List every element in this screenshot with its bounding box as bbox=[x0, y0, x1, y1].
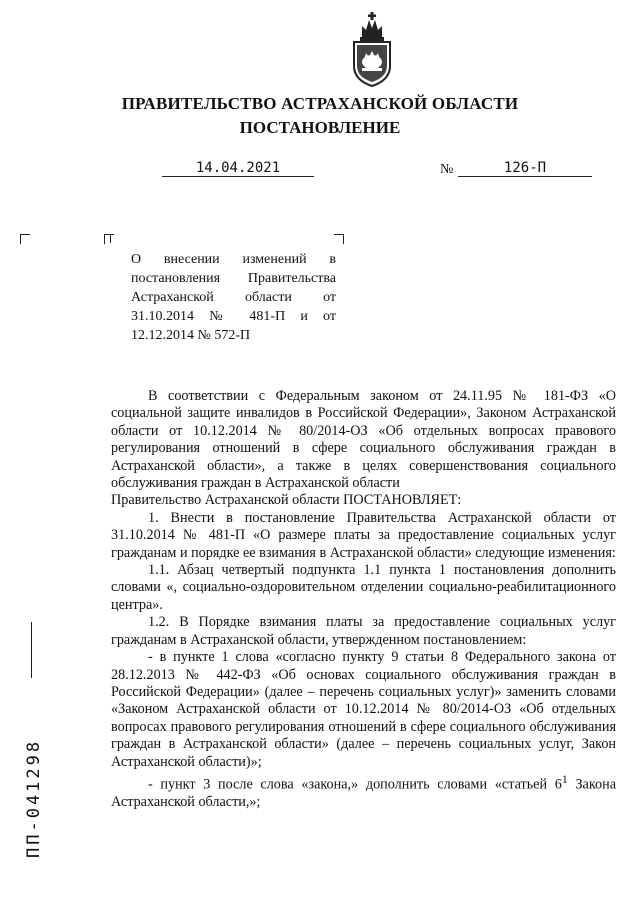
number-sign: № bbox=[440, 162, 454, 177]
corner-mark bbox=[104, 234, 114, 244]
corner-mark bbox=[334, 234, 344, 244]
resolves-paragraph: Правительство Астраханской области ПОСТАНОВЛЯЕТ: bbox=[111, 492, 462, 509]
bullet-text: Закона Астраханской области,»; bbox=[111, 776, 617, 811]
bullet-text: - пункт 3 после слова «закона,» дополнить словами «статьей 6 bbox=[148, 776, 562, 793]
item-1-paragraph: 1. Внести в постановление Правительства Астраханской области от 31.10.2014 № 481-П «О размере платы за предоставление социальных услуг гражданам и порядке ее взимания в Астраханской области» следующие изменения: bbox=[111, 509, 616, 561]
government-title: ПРАВИТЕЛЬСТВО АСТРАХАНСКОЙ ОБЛАСТИ bbox=[121, 94, 519, 113]
document-date: 14.04.2021 bbox=[162, 160, 314, 177]
coat-of-arms-icon bbox=[348, 8, 396, 88]
document-body bbox=[111, 388, 616, 811]
document-subject: О внесении изменений в постановления Правительства Астраханской области от 31.10.2014 № 481-П и от 12.12.2014 № 572-П bbox=[131, 252, 336, 343]
corner-mark bbox=[20, 234, 30, 244]
superscript: 1 bbox=[561, 771, 568, 786]
item-1-1-paragraph: 1.1. Абзац четвертый подпункта 1.1 пункта 1 постановления дополнить словами «, социально-оздоровительном отделении социально-реабилитационного центра». bbox=[111, 562, 616, 613]
margin-rule bbox=[31, 622, 32, 678]
document-type: ПОСТАНОВЛЕНИЕ bbox=[239, 118, 401, 137]
side-serial-code: ПП-041298 bbox=[24, 738, 44, 858]
document-number: 126-П bbox=[458, 160, 592, 177]
item-1-2-paragraph: 1.2. В Порядке взимания платы за предоставление социальных услуг гражданам в Астраханской области, утвержденном постановлением: bbox=[111, 614, 616, 648]
corner-mark bbox=[110, 234, 111, 243]
preamble-paragraph: В соответствии с Федеральным законом от 24.11.95 № 181-ФЗ «О социальной защите инвалидов в Российской Федерации», Законом Астраханской области от 10.12.2014 № 80/2014-ОЗ «Об отдельных вопросах правового регулирования отношений в сфере социального обслуживания граждан в Астраханской области», а также в целях совершенствования социального обслуживания граждан в Астраханской области bbox=[111, 388, 616, 492]
bullet-paragraph: - в пункте 1 слова «согласно пункту 9 статьи 8 Федерального закона от 28.12.2013 № 442-ФЗ «Об основах социального обслуживания граждан в Российской Федерации» (далее – перечень социальных услуг)» заменить словами «Законом Астраханской области от 10.12.2014 № 80/2014-ОЗ «Об отдельных вопросах правового регулирования отношений в сфере социального обслуживания граждан в Астраханской области» (далее – перечень социальных услуг, Закон Астраханской области)»; bbox=[111, 649, 616, 770]
bullet-paragraph bbox=[111, 771, 616, 812]
